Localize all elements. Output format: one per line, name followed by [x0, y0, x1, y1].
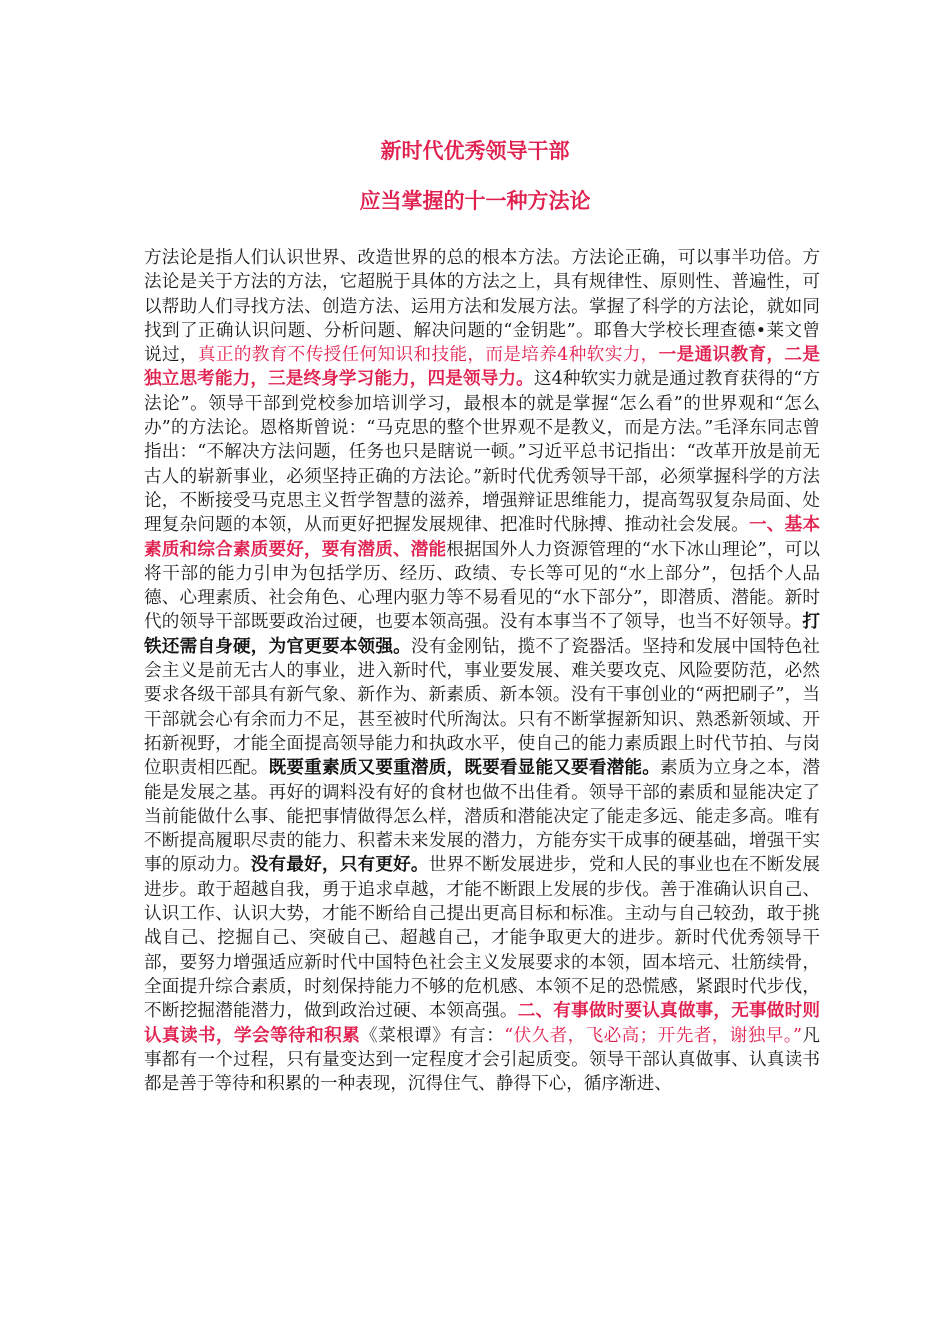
bold-phrase: 没有最好，只有更好。 [250, 855, 429, 876]
text-run: 凡事都有一个过程，只有量变达到一定程度才会引起质变。领导干部认真做事、认真读书都是善于等待和积累的一种表现，沉得住气、静得下心，循序渐进、 [144, 1025, 820, 1095]
document-title-line2: 应当掌握的十一种方法论 [359, 189, 591, 213]
text-run: 方法论是指人们认识世界、改造世界的总的根本方法。方法论正确，可以事半功倍。方法论是关于方法的方法，它超脱于具体的方法之上，具有规律性、原则性、普遍性，可以帮助人们寻找方法、创造方法、运用方法和发展方法。掌握了科学的方法论，就如同找到了正确认识问题、分析问题、解决问题的“金钥匙”。耶鲁大学校长理查德•莱文曾说过， [144, 248, 820, 366]
section-heading-1: 一、基本素质和综合素质要好，要有潜质、潜能 [144, 515, 820, 560]
text-run: 世界不断发展进步，党和人民的事业也在不断发展进步。敢于超越自我，勇于追求卓越，才能不断跟上发展的步伐。善于准确认识自己、认识工作、认识大势，才能不断给自己提出更高目标和标准。主动与自己较劲，敢于挑战自己、挖掘自己、突破自己、超越自己，才能争取更大的进步。新时代优秀领导干部，要努力增强适应新时代中国特色社会主义发展要求的本领，固本培元、壮筋续骨，全面提升综合素质，时刻保持能力不够的危机感、本领不足的恐慌感，紧跟时代步伐，不断挖掘潜能潜力，做到政治过硬、本领高强。 [144, 855, 820, 1022]
highlight-quote: 真正的教育不传授任何知识和技能，而是培养4种软实力， [197, 345, 659, 366]
highlight-quote: “伏久者，飞必高；开先者，谢独早。” [504, 1025, 802, 1046]
body-paragraph [144, 246, 820, 1096]
text-run: 《菜根谭》有言： [360, 1025, 505, 1046]
text-run: 没有金刚钻，揽不了瓷器活。坚持和发展中国特色社会主义是前无古人的事业，进入新时代，事业要发展、难关要攻克、风险要防范，必然要求各级干部具有新气象、新作为、新素质、新本领。没有干事创业的“两把刷子”，当干部就会心有余而力不足，甚至被时代所淘汰。只有不断掌握新知识、熟悉新领域、开拓新视野，才能全面提高领导能力和执政水平，使自己的能力素质跟上时代节拍、与岗位职责相匹配。 [144, 636, 820, 779]
text-run: 素质为立身之本，潜能是发展之基。再好的调料没有好的食材也做不出佳肴。领导干部的素质和显能决定了当前能做什么事、能把事情做得怎么样，潜质和潜能决定了能走多远、能走多高。唯有不断提高履职尽责的能力、积蓄未来发展的潜力，方能夯实干成事的硬基础，增强干实事的原动力。 [144, 758, 820, 876]
bold-phrase: 既要重素质又要重潜质，既要看显能又要看潜能。 [268, 758, 661, 779]
highlight-bold-list: 一是通识教育，二是独立思考能力，三是终身学习能力，四是领导力。 [144, 345, 820, 390]
text-run: 根据国外人力资源管理的“水下冰山理论”，可以将干部的能力引申为包括学历、经历、政绩、专长等可见的“水上部分”，包括个人品德、心理素质、社会角色、心理内驱力等不易看见的“水下部分”，即潜质、潜能。新时代的领导干部既要政治过硬，也要本领高强。没有本事当不了领导，也当不好领导。 [144, 539, 820, 633]
document-title-line1: 新时代优秀领导干部 [380, 139, 570, 163]
text-run: 这4种软实力就是通过教育获得的“方法论”。领导干部到党校参加培训学习，最根本的就是掌握“怎么看”的世界观和“怎么办”的方法论。恩格斯曾说：“马克思的整个世界观不是教义，而是方法。”毛泽东同志曾指出：“不解决方法问题，任务也只是瞎说一顿。”习近平总书记指出：“改革开放是前无古人的崭新事业，必须坚持正确的方法论。”新时代优秀领导干部，必须掌握科学的方法论，不断接受马克思主义哲学智慧的滋养，增强辩证思维能力，提高驾驭复杂局面、处理复杂问题的本领，从而更好把握发展规律、把准时代脉搏、推动社会发展。 [144, 369, 820, 536]
bold-phrase: 打铁还需自身硬，为官更要本领强。 [144, 612, 820, 657]
section-heading-2: 二、有事做时要认真做事，无事做时则认真读书，学会等待和积累 [144, 1001, 820, 1046]
